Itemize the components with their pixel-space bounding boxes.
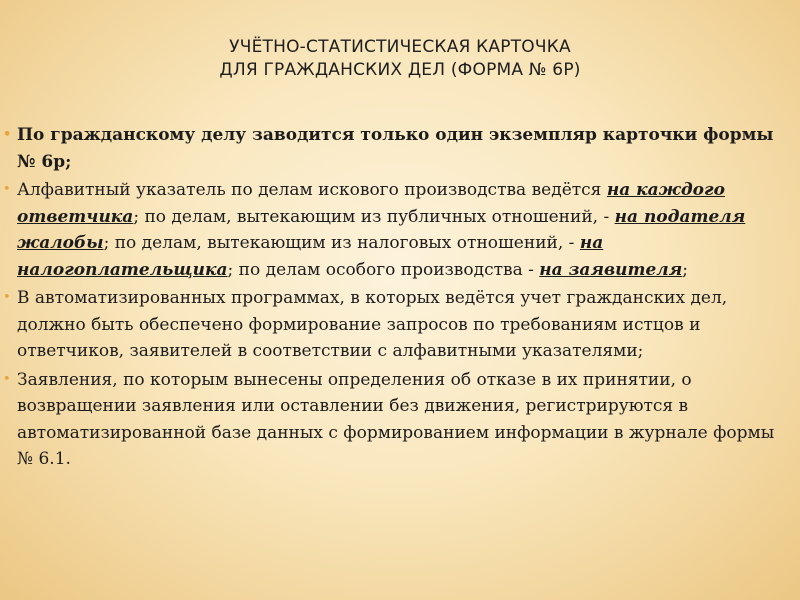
item-text: Алфавитный указатель по делам искового производства ведётся <box>17 180 607 200</box>
slide-title <box>120 36 680 82</box>
item-text: ; по делам особого производства - <box>227 259 540 280</box>
list-item <box>0 367 790 473</box>
item-text: ; по делам, вытекающим из публичных отношений, - <box>133 206 615 227</box>
emphasis-applicant: на заявителя <box>539 259 683 280</box>
emphasis-taxpayer: на налогоплательщика <box>17 233 604 280</box>
slide-title-line-1: УЧЁТНО-СТАТИСТИЧЕСКАЯ КАРТОЧКА <box>229 37 571 57</box>
bullet-icon: • <box>3 371 11 387</box>
emphasis-defendant: на каждого ответчика <box>17 180 725 227</box>
list-item <box>0 177 790 283</box>
list-item <box>0 285 790 365</box>
item-text: Заявления, по которым вынесены определения об отказе в их принятии, о возвращении заявления или оставлении без движения, регистрируются в автоматизированной базе данных с формированием информации в журнале формы № 6.1. <box>17 369 775 469</box>
bullet-list <box>0 122 790 475</box>
item-text: ; по делам, вытекающим из налоговых отношений, - <box>103 233 580 253</box>
item-text: В автоматизированных программах, в которых ведётся учет гражданских дел, должно быть обеспечено формирование запросов по требованиям истцов и ответчиков, заявителей в соответствии с алфавитными указателями; <box>17 288 728 361</box>
bullet-icon: • <box>3 182 11 197</box>
bullet-icon: • <box>3 290 11 305</box>
list-item <box>0 122 790 175</box>
item-text: ; <box>682 259 689 280</box>
emphasis-complainant: на подателя жалобы <box>17 206 746 253</box>
bullet-icon: • <box>3 127 12 142</box>
item-text: По гражданскому делу заводится только один экземпляр карточки формы № 6р; <box>17 125 774 172</box>
slide-title-line-2: ДЛЯ ГРАЖДАНСКИХ ДЕЛ (ФОРМА № 6Р) <box>219 60 581 80</box>
